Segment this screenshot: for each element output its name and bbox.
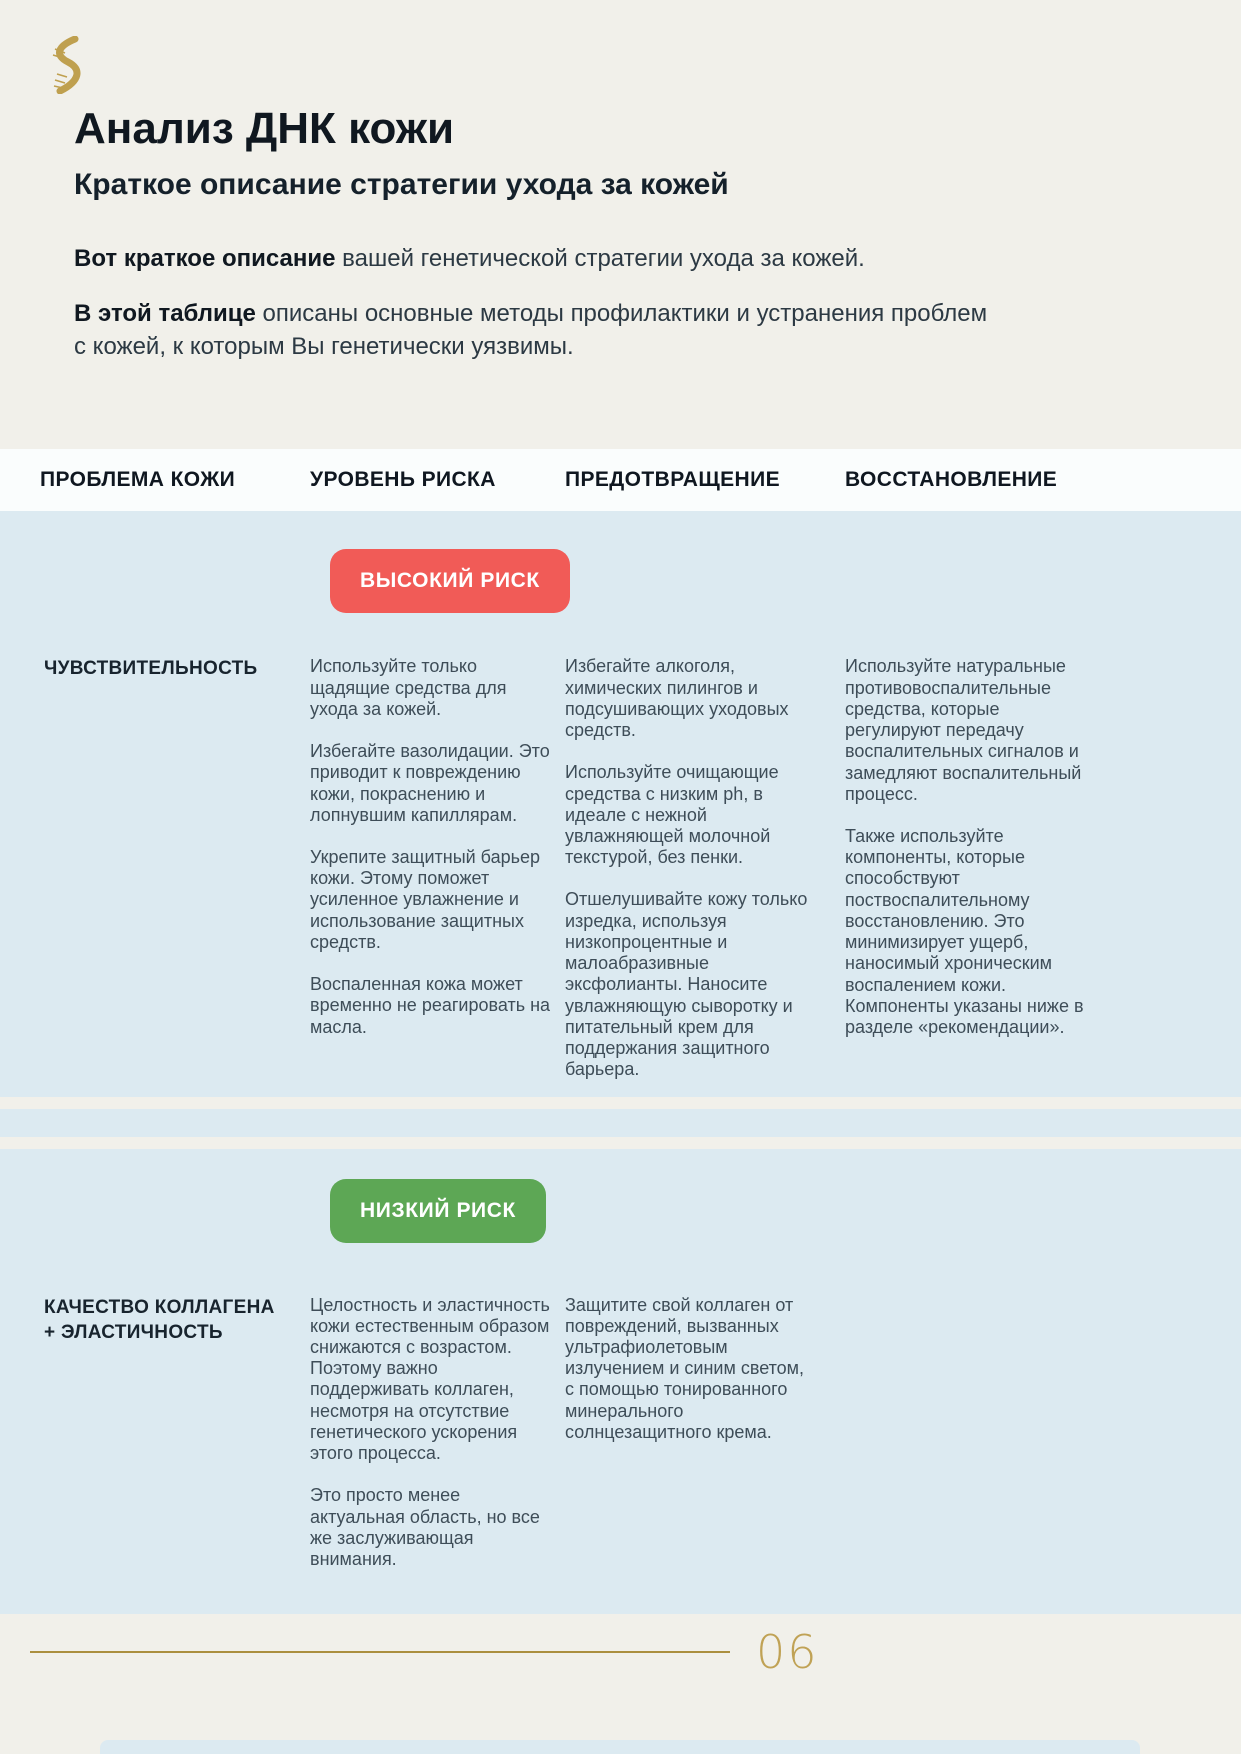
high-risk-section <box>0 511 1241 1096</box>
table-header-row <box>0 449 1241 511</box>
intro-1-text: вашей генетической стратегии ухода за кожей. <box>335 245 865 272</box>
paragraph: Используйте очищающие средства с низким ph, в идеале с нежной увлажняющей молочной текстурой, без пенки. <box>565 762 779 868</box>
paragraph: Используйте только щадящие средства для ухода за кожей. <box>310 656 507 719</box>
page-footer <box>0 1625 1241 1680</box>
paragraph: Воспаленная кожа может временно не реагировать на масла. <box>310 974 551 1037</box>
intro-2-bold: В этой таблице <box>74 300 256 328</box>
paragraph: Это просто менее актуальная область, но все же заслуживающая внимания. <box>310 1485 540 1570</box>
paragraph: Целостность и эластичность кожи естественным образом снижаются с возрастом. Поэтому важно поддерживать коллаген, несмотря на отсутствие генетического ускорения этого процесса. <box>310 1294 550 1464</box>
sensitivity-recovery-cell <box>845 656 1093 1080</box>
page-title: Анализ ДНК кожи <box>74 104 455 153</box>
low-risk-badge-row <box>0 1179 1241 1243</box>
paragraph: Отшелушивайте кожу только изредка, используя низкопроцентные и малоабразивные эксфолианты. Наносите увлажняющую сыворотку и питательный крем для поддержания защитного барьера. <box>565 889 808 1080</box>
column-header-prevention: ПРЕДОТВРАЩЕНИЕ <box>565 468 780 492</box>
paragraph: Укрепите защитный барьер кожи. Этому поможет усиленное увлажнение и использование защитных средств. <box>310 846 541 952</box>
low-risk-badge: НИЗКИЙ РИСК <box>330 1179 546 1243</box>
paragraph: Используйте натуральные противовоспалительные средства, которые регулируют передачу воспалительных сигналов и замедляют воспалительный процесс. <box>845 656 1082 804</box>
footer-gold-rule <box>30 1651 730 1653</box>
collagen-row <box>0 1295 1241 1571</box>
column-header-skin-problem: ПРОБЛЕМА КОЖИ <box>40 468 236 492</box>
problem-label-sensitivity: ЧУВСТВИТЕЛЬНОСТЬ <box>44 658 258 680</box>
collagen-prevention-cell <box>565 1295 817 1571</box>
column-header-risk-level: УРОВЕНЬ РИСКА <box>310 468 496 492</box>
intro-paragraph-2 <box>74 297 994 363</box>
paragraph: Защитите свой коллаген от повреждений, вызванных ультрафиолетовым излучением и синим светом, с помощью тонированного минерального солнцезащитного крема. <box>565 1294 805 1442</box>
sensitivity-prevention-cell <box>565 656 817 1080</box>
page-number: 06 <box>756 1625 819 1680</box>
paragraph: Также используйте компоненты, которые способствуют поствоспалительному восстановлению. Это минимизирует ущерб, наносимый хроническим воспалением кожи. Компоненты указаны ниже в разделе «рекомендации». <box>845 825 1084 1038</box>
high-risk-badge: ВЫСОКИЙ РИСК <box>330 549 570 613</box>
dna-helix-icon <box>46 36 86 94</box>
sensitivity-row <box>0 656 1241 1080</box>
section-divider-strip <box>0 1109 1241 1137</box>
next-section-peek-strip <box>100 1740 1140 1754</box>
low-risk-section <box>0 1149 1241 1615</box>
intro-paragraph-1 <box>74 242 994 275</box>
collagen-recovery-cell <box>845 1295 1093 1571</box>
brand-logo <box>46 36 86 94</box>
page-subtitle: Краткое описание стратегии ухода за кожей <box>74 168 729 201</box>
collagen-risk-level-cell <box>310 1295 552 1571</box>
high-risk-badge-row <box>0 549 1241 613</box>
paragraph: Избегайте алкоголя, химических пилингов и подсушивающих уходовых средств. <box>565 656 789 741</box>
problem-label-collagen-elasticity: КАЧЕСТВО КОЛЛАГЕНА + ЭЛАСТИЧНОСТЬ <box>44 1296 275 1344</box>
intro-2-text: описаны основные методы профилактики и устранения проблем с кожей, к которым Вы генетически уязвимы. <box>74 300 988 361</box>
column-header-recovery: ВОССТАНОВЛЕНИЕ <box>845 468 1058 492</box>
intro-1-bold: Вот краткое описание <box>74 245 336 272</box>
sensitivity-risk-level-cell <box>310 656 552 1080</box>
paragraph: Избегайте вазолидации. Это приводит к повреждению кожи, покраснению и лопнувшим капиллярам. <box>310 741 550 825</box>
